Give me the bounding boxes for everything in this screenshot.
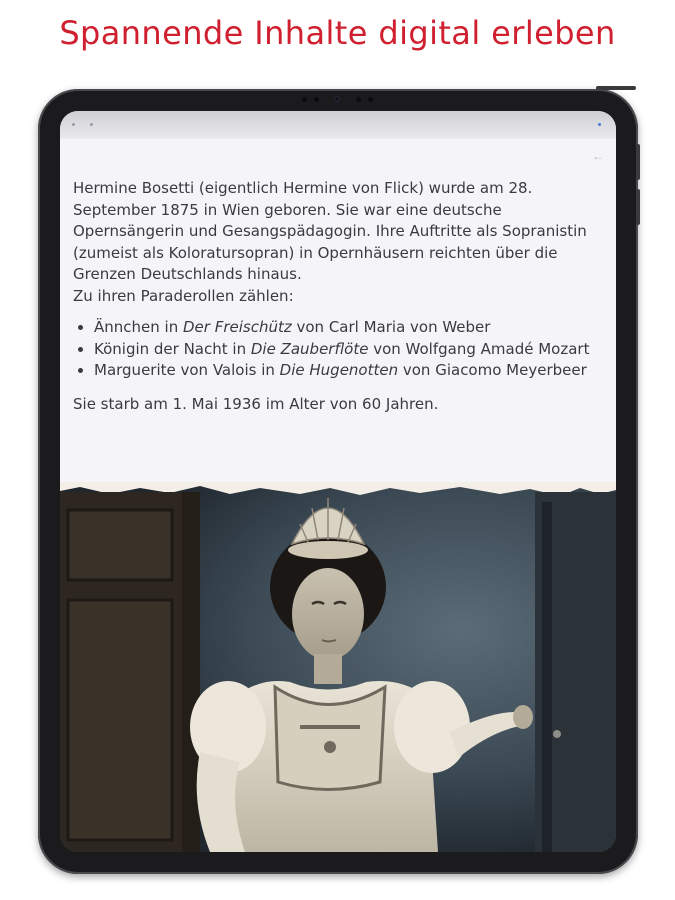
status-bar [60, 111, 616, 139]
list-item: • Ännchen in Der Freischütz von Carl Maria von Weber [94, 317, 603, 339]
tablet-screen [60, 111, 616, 852]
battery-icon [598, 123, 601, 126]
volume-up-button [636, 144, 640, 180]
opera-title: Die Hugenotten [279, 361, 399, 379]
opera-title: Der Freischütz [182, 318, 292, 336]
article-outro: Sie starb am 1. Mai 1936 im Alter von 60 Jahren. [73, 394, 439, 413]
roles-intro: Zu ihren Paraderollen zählen: [73, 286, 294, 305]
tablet-frame [38, 89, 638, 874]
front-camera-icon [300, 96, 374, 102]
headline: Spannende Inhalte digital erleben [59, 14, 616, 52]
article-intro: Hermine Bosetti (eigentlich Hermine von Flick) wurde am 28. September 1875 in Wien geboren. Sie war eine deutsche Opernsängerin und Gesangspädagogin. Ihre Auftritte als Sopranistin (zumeist als Koloratursopran) in Opernhäusern reichten über die Grenzen Deutschlands hinaus. [73, 179, 587, 283]
power-button [596, 86, 636, 90]
list-item: • Marguerite von Valois in Die Hugenotten von Giacomo Meyerbeer [94, 360, 603, 382]
portrait-photo [60, 482, 616, 852]
portrait-image [60, 482, 616, 852]
list-item: • Königin der Nacht in Die Zauberflöte von Wolfgang Amadé Mozart [94, 339, 603, 361]
volume-down-button [636, 189, 640, 225]
article-text [73, 178, 603, 415]
back-arrow-icon[interactable]: ← [592, 149, 604, 163]
status-dot-icon [90, 123, 93, 126]
roles-list [73, 317, 603, 382]
opera-title: Die Zauberflöte [250, 339, 369, 358]
status-dot-icon [72, 123, 75, 126]
